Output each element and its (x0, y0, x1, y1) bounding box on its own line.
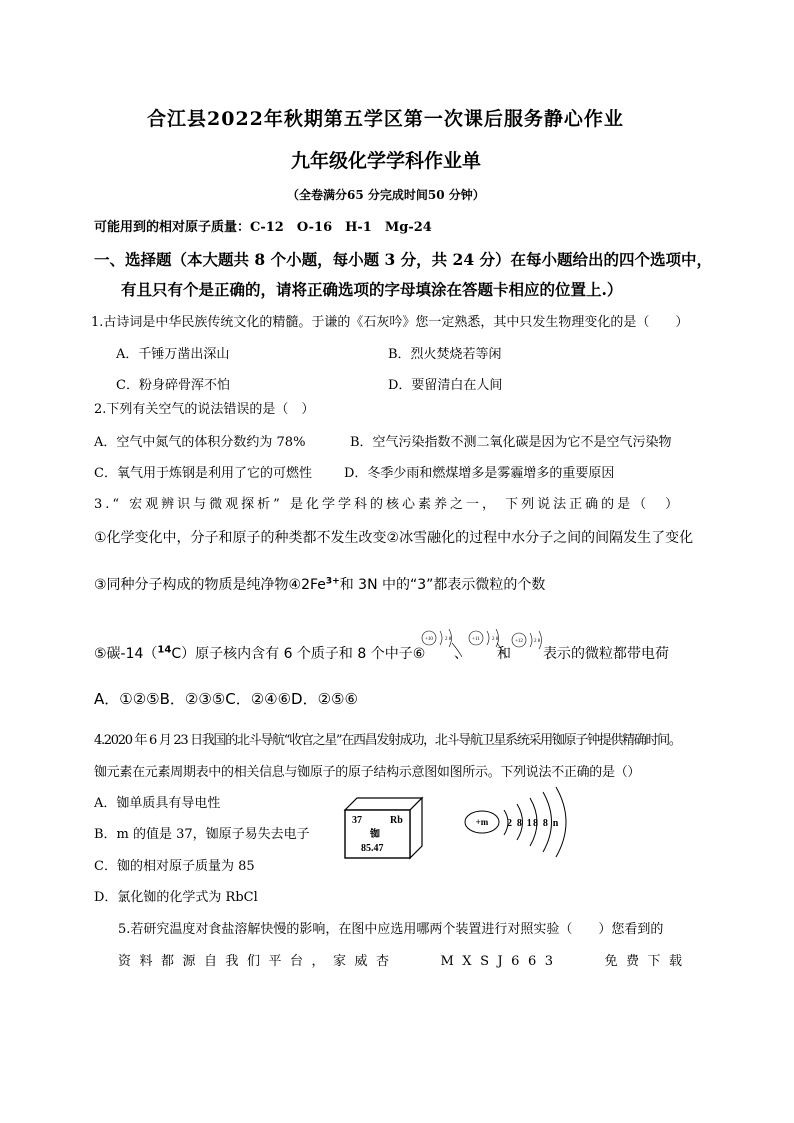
q2-option-d: D．冬季少雨和燃煤增多是雾霾增多的重要原因 (344, 466, 615, 481)
q4-option-b: B．m 的值是 37，铷原子易失去电子 (94, 827, 310, 842)
q1-stem: 1.古诗词是中华民族传统文化的精髓。于谦的《石灰吟》您一定熟悉，其中只发生物理变化的是（ ） (91, 315, 689, 330)
q4-stem-line1: 4.2020 年 6 月 23 日我国的北斗导航“收官之星”在西昌发射成功，北斗导航卫星系统采用铷原子钟提供精确时间。 (94, 733, 681, 748)
q3-statement-3-4: ③同种分子构成的物质是纯净物$④2Fe^{3+}$和 3N 中的“3”都表示微粒的个数 (94, 576, 546, 593)
rubidium-atom-diagram (460, 785, 580, 860)
atom-nucleus-label: +m (475, 817, 489, 827)
q4-option-a: A．铷单质具有导电性 (94, 796, 221, 811)
doc-title: 合江县2022年秋期第五学区第一次课后服务静心作业 (147, 108, 624, 130)
ion-nucleus-label: +12 (515, 639, 523, 644)
q3-statement-5-6: ⑤碳-14（$^{14}$C）原子核内含有 6 个质子和 8 个中子⑥ (94, 644, 426, 662)
ion-shell-label: 2 8 (492, 637, 499, 642)
charge-superscript: 3+ (325, 576, 340, 587)
q4-option-d: D．氯化铷的化学式为 RbCl (94, 890, 258, 905)
q5-stem: 5.若研究温度对食盐溶解快慢的影响，在图中应选用哪两个装置进行对照实验（ ）您看到的 (118, 922, 664, 937)
sep-and: 和 (497, 646, 511, 662)
ion-shell-label: 2 8 (534, 639, 541, 644)
q1-option-c: C．粉身碎骨浑不怕 (116, 378, 230, 393)
q1-option-d: D．要留清白在人间 (388, 378, 503, 393)
ion-shell-label: 2 8 (445, 637, 452, 642)
sep-comma: 、 (454, 646, 468, 662)
q2-stem: 2.下列有关空气的说法错误的是（ ） (94, 402, 315, 417)
atomic-masses: 可能用到的相对原子质量：C-12 O-16 H-1 Mg-24 (94, 220, 432, 235)
atom-shell-label: 2 8 18 8 n (507, 818, 560, 829)
mass-number-superscript: 14 (157, 644, 172, 656)
atomic-number: 37 (352, 815, 362, 826)
q3-statement-6-tail: 表示的微粒都带电荷 (543, 646, 669, 662)
q1-option-b: B．烈火焚烧若等闲 (388, 347, 502, 362)
q4-option-c: C．铷的相对原子质量为 85 (94, 859, 255, 874)
q3-options: A．①②⑤B．②③⑤C．②④⑥D．②⑤⑥ (94, 690, 358, 708)
q3-stem: 3.“ 宏观辨识与微观探析” 是化学学科的核心素养之一， 下列说法正确的是（ ） (94, 497, 682, 512)
q4-stem-line2: 铷元素在元素周期表中的相关信息与铷原子的原子结构示意图如图所示。下列说法不正确的是（） (94, 765, 641, 780)
element-name: 铷 (370, 829, 380, 840)
section-heading-line1: 一、选择题（本大题共 8 个小题，每小题 3 分，共 24 分）在每小题给出的四个选项中， (94, 250, 713, 269)
q2-option-a: A．空气中氮气的体积分数约为 78% (94, 435, 306, 450)
periodic-table-cell (340, 790, 425, 860)
q2-option-b: B．空气污染指数不测二氧化碳是因为它不是空气污染物 (350, 435, 672, 450)
element-symbol: Rb (390, 815, 403, 826)
ion-nucleus-label: +10 (425, 637, 433, 642)
atomic-mass: 85.47 (361, 843, 384, 854)
doc-subtitle: 九年级化学学科作业单 (291, 150, 482, 172)
exam-note: （全卷满分65 分完成时间50 分钟） (287, 188, 485, 202)
q2-option-c: C．氧气用于炼钢是利用了它的可燃性 (94, 466, 312, 481)
ion-nucleus-label: +11 (472, 637, 480, 642)
q3-statement-1-2: ①化学变化中，分子和原子的种类都不发生改变②冰雪融化的过程中水分子之间的间隔发生了变化 (94, 530, 694, 546)
q1-option-a: A．千锤万凿出深山 (116, 347, 230, 362)
q5-line2: 资料都源自我们平台，家威杏 MXSJ663 免费下载 (118, 954, 691, 969)
section-heading-line2: 有且只有个是正确的，请将正确选项的字母填涂在答题卡相应的位置上.） (121, 280, 623, 299)
